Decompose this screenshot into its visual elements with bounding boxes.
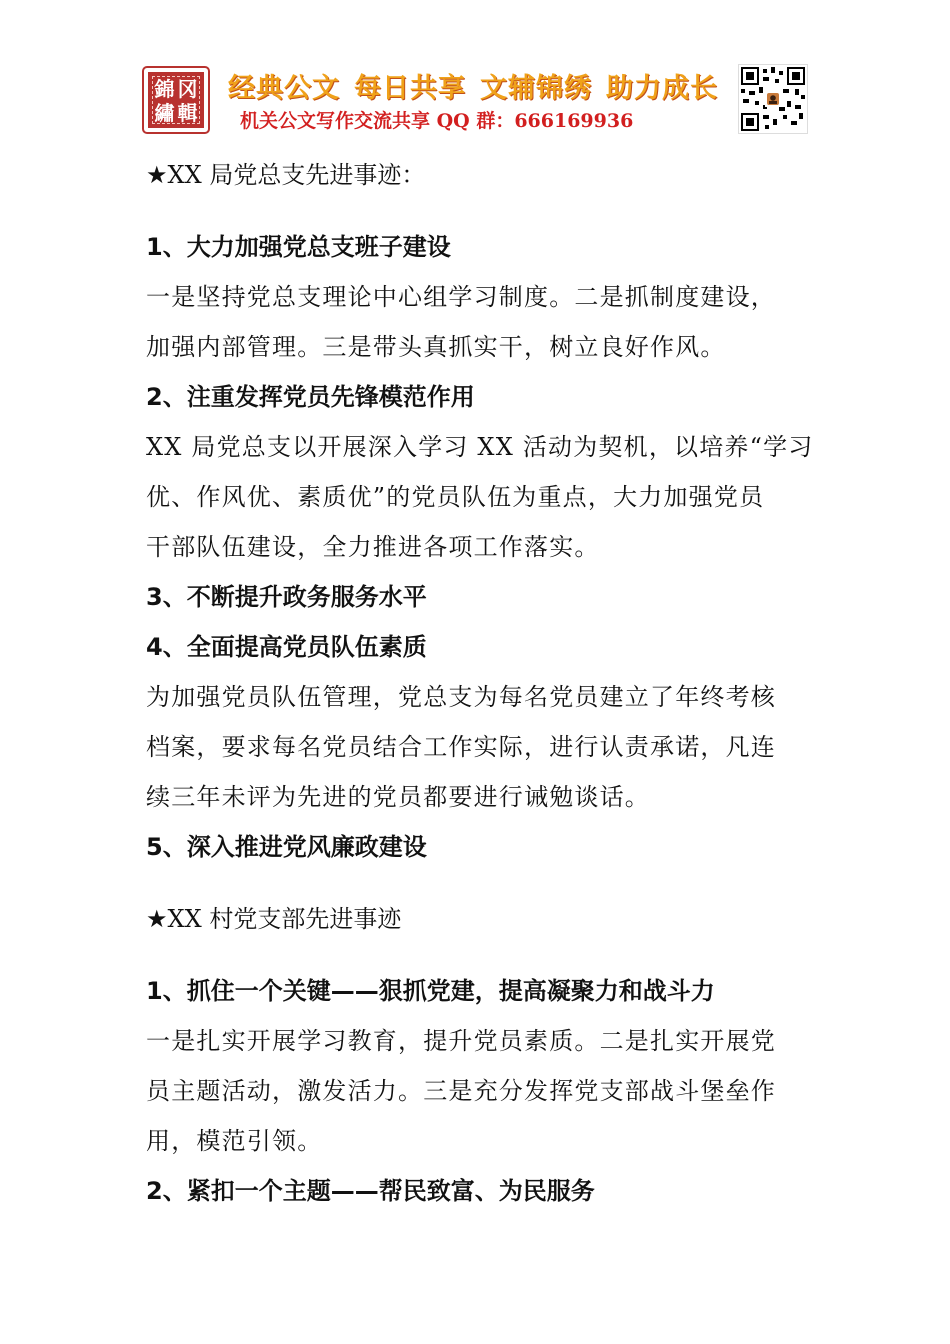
paragraph-line: 档案，要求每名党员结合工作实际，进行认责承诺，凡连 (146, 733, 776, 761)
item-heading: 3、不断提升政务服务水平 (146, 583, 427, 611)
slogan-part: 文辅锦绣 (480, 73, 592, 104)
paragraph-line: 用，模范引领。 (146, 1127, 323, 1155)
item-heading: 1、抓住一个关键——狠抓党建，提高凝聚力和战斗力 (146, 977, 715, 1005)
section-title: ★XX 局党总支先进事迹： (146, 161, 426, 189)
paragraph-line: 干部队伍建设，全力推进各项工作落实。 (146, 533, 600, 561)
item-heading: 4、全面提高党员队伍素质 (146, 633, 427, 661)
seal-char: 冈 (177, 77, 198, 101)
slogan (228, 66, 732, 105)
item-heading: 5、深入推进党风廉政建设 (146, 833, 427, 861)
item-heading: 1、大力加强党总支班子建设 (146, 233, 451, 261)
paragraph-line: 为加强党员队伍管理，党总支为每名党员建立了年终考核 (146, 683, 776, 711)
qq-group-line: 机关公文写作交流共享 QQ 群：666169936 (240, 110, 634, 132)
seal-char: 繡 (154, 101, 175, 125)
document-body (146, 150, 816, 1216)
seal-inner (152, 76, 200, 124)
paragraph-line: 续三年未评为先进的党员都要进行诫勉谈话。 (146, 783, 650, 811)
paragraph-line: 优、作风优、素质优”的党员队伍为重点，大力加强党员 (146, 483, 765, 511)
seal-char: 錦 (154, 77, 175, 101)
spacer (146, 200, 816, 222)
slogan-part: 经典公文 (228, 73, 340, 104)
slogan-part: 助力成长 (606, 73, 718, 104)
seal-char: 輯 (177, 101, 198, 125)
paragraph-line: 加强内部管理。三是带头真抓实干，树立良好作风。 (146, 333, 726, 361)
slogan-part: 每日共享 (354, 73, 466, 104)
section-title: ★XX 村党支部先进事迹 (146, 905, 402, 933)
paragraph-line: 一是坚持党总支理论中心组学习制度。二是抓制度建设， (146, 283, 776, 311)
paragraph-line: 员主题活动，激发活力。三是充分发挥党支部战斗堡垒作 (146, 1077, 776, 1105)
header-banner (140, 64, 810, 136)
item-heading: 2、注重发挥党员先锋模范作用 (146, 383, 475, 411)
seal-logo (144, 68, 208, 132)
item-heading: 2、紧扣一个主题——帮民致富、为民服务 (146, 1177, 595, 1205)
spacer (146, 872, 816, 894)
spacer (146, 944, 816, 966)
qr-code-icon (738, 64, 808, 134)
paragraph-line: 一是扎实开展学习教育，提升党员素质。二是扎实开展党 (146, 1027, 776, 1055)
paragraph-line: XX 局党总支以开展深入学习 XX 活动为契机，以培养“学习 (146, 433, 814, 461)
